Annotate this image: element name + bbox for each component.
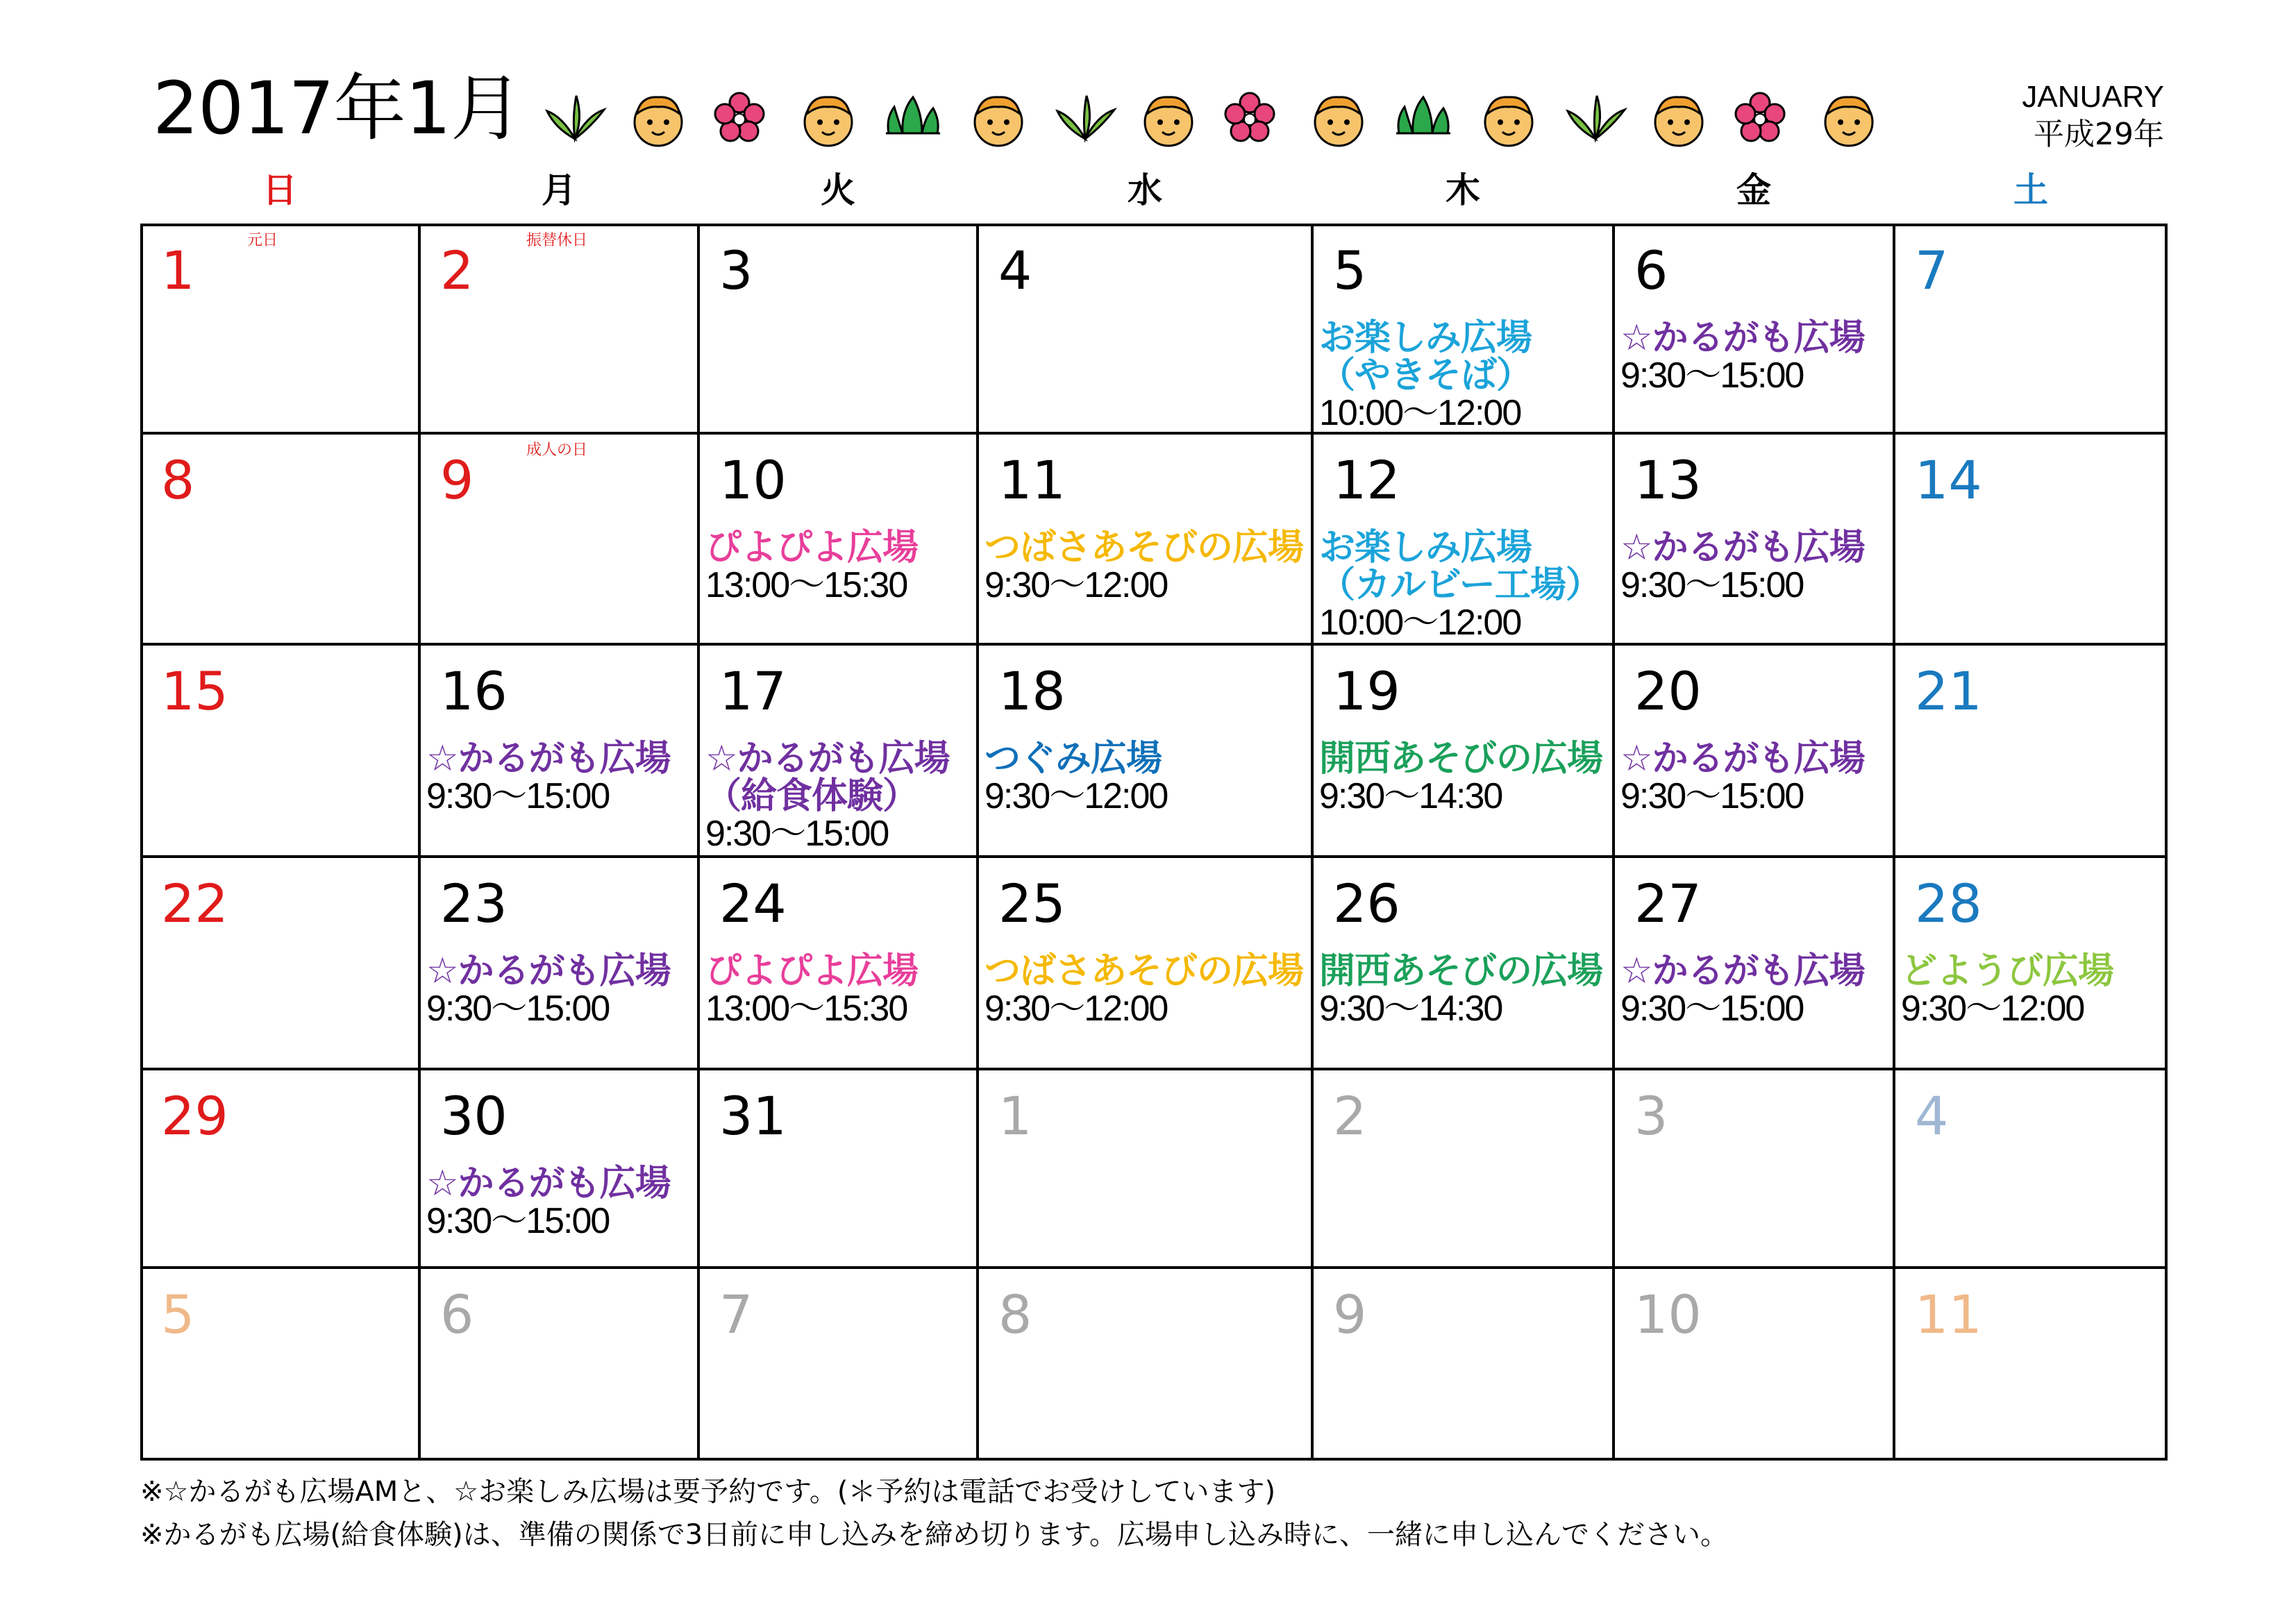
- calendar-day-cell: [143, 1270, 422, 1463]
- day-number: 17: [719, 660, 787, 722]
- calendar-day-cell: [422, 226, 701, 436]
- note-line: ※☆かるがも広場AMと、☆お楽しみ広場は要予約です。(＊予約は電話でお受けしています): [140, 1476, 1276, 1508]
- day-number: 2: [1333, 1085, 1367, 1147]
- day-number: 26: [1333, 873, 1400, 934]
- event-name: ☆かるがも広場: [426, 738, 671, 780]
- day-number: 7: [1915, 239, 1949, 301]
- calendar-day-cell: [1616, 226, 1897, 436]
- grass-icon: [882, 90, 944, 142]
- event-time: 9:30～12:00: [984, 565, 1168, 605]
- day-number: 9: [1333, 1284, 1367, 1345]
- calendar-day-cell: [1897, 1270, 2170, 1463]
- event-name: お楽しみ広場: [1319, 527, 1532, 569]
- calendar-day-cell: [1616, 436, 1897, 647]
- calendar-day-cell: [1897, 859, 2170, 1072]
- event-time: 9:30～15:00: [705, 814, 889, 854]
- event-entry: [1319, 529, 1616, 641]
- day-number: 10: [1634, 1284, 1702, 1345]
- calendar-day-cell: [980, 1072, 1315, 1270]
- event-time: 9:30～12:00: [1901, 989, 2084, 1029]
- calendar-day-cell: [1315, 1270, 1616, 1463]
- event-entry: [984, 529, 1315, 604]
- event-name: ぴよぴよ広場: [705, 950, 919, 992]
- weekday-label: 水: [1128, 170, 1162, 210]
- calendar-day-cell: [1315, 436, 1616, 647]
- calendar-day-cell: [701, 1072, 980, 1270]
- holiday-label: 元日: [247, 232, 278, 249]
- calendar-day-cell: [980, 859, 1315, 1072]
- era-year: 平成29年: [2034, 117, 2164, 152]
- day-number: 25: [998, 873, 1066, 934]
- day-number: 8: [998, 1284, 1032, 1345]
- event-name: ☆かるがも広場: [1620, 527, 1865, 569]
- event-entry: [984, 952, 1315, 1027]
- event-name: 開西あそびの広場: [1319, 738, 1603, 780]
- event-entry: [984, 740, 1315, 815]
- child-face-icon: [1818, 90, 1880, 153]
- day-number: 18: [998, 660, 1066, 722]
- event-entry: [1620, 529, 1897, 604]
- event-name: お楽しみ広場: [1319, 317, 1532, 359]
- day-number: 15: [161, 660, 228, 722]
- day-number: 1: [161, 239, 195, 301]
- calendar-day-cell: [143, 1072, 422, 1270]
- weekday-header-row: [140, 171, 2168, 210]
- calendar-day-cell: [701, 859, 980, 1072]
- calendar-day-cell: [143, 436, 422, 647]
- event-time: 13:00～15:30: [705, 565, 907, 605]
- decoration-strip: [542, 90, 1902, 167]
- day-number: 5: [161, 1284, 195, 1345]
- event-entry: [1319, 740, 1616, 815]
- event-name: ☆かるがも広場: [1620, 950, 1865, 992]
- day-number: 20: [1634, 660, 1702, 722]
- calendar-day-cell: [422, 1072, 701, 1270]
- day-number: 8: [161, 449, 195, 511]
- event-subtitle: （給食体験）: [705, 775, 919, 817]
- page-title: 2017年1月: [153, 66, 522, 151]
- event-time: 9:30～15:00: [426, 1201, 610, 1241]
- day-number: 27: [1634, 873, 1702, 934]
- weekday-label: 月: [542, 170, 576, 210]
- calendar-day-cell: [980, 1270, 1315, 1463]
- event-time: 9:30～15:00: [1620, 565, 1804, 605]
- event-name: 開西あそびの広場: [1319, 950, 1603, 992]
- day-number: 12: [1333, 449, 1400, 511]
- notes: [140, 1470, 1728, 1556]
- flower-icon: [712, 90, 767, 149]
- day-number: 24: [719, 873, 787, 934]
- day-number: 6: [440, 1284, 474, 1345]
- day-number: 29: [161, 1085, 228, 1147]
- event-name: ☆かるがも広場: [705, 738, 950, 780]
- bamboo-leaf-icon: [1562, 90, 1629, 149]
- day-number: 4: [998, 239, 1032, 301]
- event-entry: [426, 1165, 701, 1240]
- child-face-icon: [1477, 90, 1540, 153]
- month-english: JANUARY: [2022, 80, 2164, 114]
- flower-icon: [1732, 90, 1788, 149]
- calendar-day-cell: [1616, 859, 1897, 1072]
- calendar-day-cell: [143, 859, 422, 1072]
- day-number: 13: [1634, 449, 1702, 511]
- event-entry: [426, 952, 701, 1027]
- note-line: ※かるがも広場(給食体験)は、準備の関係で3日前に申し込みを締め切ります。広場申し込み時に、一緒に申し込んでください。: [140, 1519, 1728, 1551]
- child-face-icon: [1137, 90, 1200, 153]
- day-number: 21: [1915, 660, 1982, 722]
- day-number: 3: [719, 239, 753, 301]
- day-number: 11: [998, 449, 1066, 511]
- day-number: 9: [440, 449, 474, 511]
- weekday-label: 木: [1446, 170, 1480, 210]
- grass-icon: [1392, 90, 1455, 142]
- event-time: 9:30～12:00: [984, 776, 1168, 816]
- calendar-day-cell: [1616, 647, 1897, 859]
- day-number: 10: [719, 449, 787, 511]
- day-number: 30: [440, 1085, 508, 1147]
- event-name: つばさあそびの広場: [984, 527, 1304, 569]
- event-time: 9:30～15:00: [1620, 776, 1804, 816]
- calendar-day-cell: [1616, 1270, 1897, 1463]
- event-time: 10:00～12:00: [1319, 603, 1521, 643]
- event-name: ☆かるがも広場: [1620, 738, 1865, 780]
- calendar-day-cell: [1897, 436, 2170, 647]
- calendar-day-cell: [422, 647, 701, 859]
- event-entry: [1319, 952, 1616, 1027]
- weekday-label: 火: [821, 170, 855, 210]
- calendar-day-cell: [1315, 226, 1616, 436]
- calendar-day-cell: [701, 436, 980, 647]
- calendar-day-cell: [701, 1270, 980, 1463]
- calendar-day-cell: [1616, 1072, 1897, 1270]
- day-number: 11: [1915, 1284, 1982, 1345]
- child-face-icon: [627, 90, 689, 153]
- calendar-day-cell: [980, 226, 1315, 436]
- event-entry: [1319, 319, 1616, 432]
- calendar-day-cell: [1315, 647, 1616, 859]
- calendar-day-cell: [1315, 859, 1616, 1072]
- event-entry: [1620, 952, 1897, 1027]
- holiday-label: 振替休日: [526, 232, 588, 249]
- day-number: 22: [161, 873, 228, 934]
- calendar-day-cell: [143, 647, 422, 859]
- calendar-day-cell: [1897, 226, 2170, 436]
- calendar-grid: [140, 224, 2168, 1461]
- event-entry: [1620, 319, 1897, 394]
- event-time: 10:00～12:00: [1319, 393, 1521, 433]
- calendar-day-cell: [422, 859, 701, 1072]
- calendar-day-cell: [1315, 1072, 1616, 1270]
- day-number: 7: [719, 1284, 753, 1345]
- event-entry: [1901, 952, 2170, 1027]
- flower-icon: [1222, 90, 1277, 149]
- weekday-label: 土: [2013, 170, 2048, 210]
- event-time: 9:30～15:00: [426, 776, 610, 816]
- day-number: 28: [1915, 873, 1982, 934]
- weekday-label: 金: [1736, 170, 1771, 210]
- day-number: 6: [1634, 239, 1668, 301]
- event-time: 9:30～14:30: [1319, 776, 1502, 816]
- bamboo-leaf-icon: [1052, 90, 1118, 149]
- calendar-day-cell: [422, 436, 701, 647]
- event-time: 9:30～15:00: [1620, 355, 1804, 396]
- day-number: 16: [440, 660, 508, 722]
- child-face-icon: [1648, 90, 1710, 153]
- day-number: 5: [1333, 239, 1367, 301]
- child-face-icon: [967, 90, 1030, 153]
- event-entry: [705, 952, 980, 1027]
- day-number: 3: [1634, 1085, 1668, 1147]
- event-time: 13:00～15:30: [705, 989, 907, 1029]
- event-name: ぴよぴよ広場: [705, 527, 919, 569]
- event-name: ☆かるがも広場: [1620, 317, 1865, 359]
- event-name: ☆かるがも広場: [426, 950, 671, 992]
- calendar-day-cell: [980, 436, 1315, 647]
- event-name: ☆かるがも広場: [426, 1163, 671, 1204]
- event-time: 9:30～15:00: [426, 989, 610, 1029]
- weekday-label: 日: [262, 170, 297, 210]
- bamboo-leaf-icon: [542, 90, 608, 149]
- calendar-day-cell: [143, 226, 422, 436]
- day-number: 31: [719, 1085, 787, 1147]
- day-number: 4: [1915, 1085, 1949, 1147]
- event-name: つぐみ広場: [984, 738, 1162, 780]
- event-subtitle: （やきそば）: [1319, 355, 1532, 396]
- calendar-day-cell: [701, 226, 980, 436]
- event-entry: [426, 740, 701, 815]
- event-entry: [1620, 740, 1897, 815]
- event-entry: [705, 529, 980, 604]
- child-face-icon: [1307, 90, 1370, 153]
- event-time: 9:30～14:30: [1319, 989, 1502, 1029]
- calendar-day-cell: [1897, 647, 2170, 859]
- event-name: つばさあそびの広場: [984, 950, 1304, 992]
- day-number: 1: [998, 1085, 1032, 1147]
- day-number: 14: [1915, 449, 1982, 511]
- event-subtitle: （カルビー工場）: [1319, 564, 1601, 606]
- child-face-icon: [797, 90, 860, 153]
- calendar-day-cell: [1897, 1072, 2170, 1270]
- calendar-day-cell: [422, 1270, 701, 1463]
- calendar-day-cell: [701, 647, 980, 859]
- calendar-day-cell: [980, 647, 1315, 859]
- day-number: 23: [440, 873, 508, 934]
- event-time: 9:30～15:00: [1620, 989, 1804, 1029]
- event-entry: [705, 740, 980, 852]
- holiday-label: 成人の日: [526, 442, 588, 459]
- event-name: どようび広場: [1901, 950, 2114, 992]
- event-time: 9:30～12:00: [984, 989, 1168, 1029]
- day-number: 19: [1333, 660, 1400, 722]
- day-number: 2: [440, 239, 474, 301]
